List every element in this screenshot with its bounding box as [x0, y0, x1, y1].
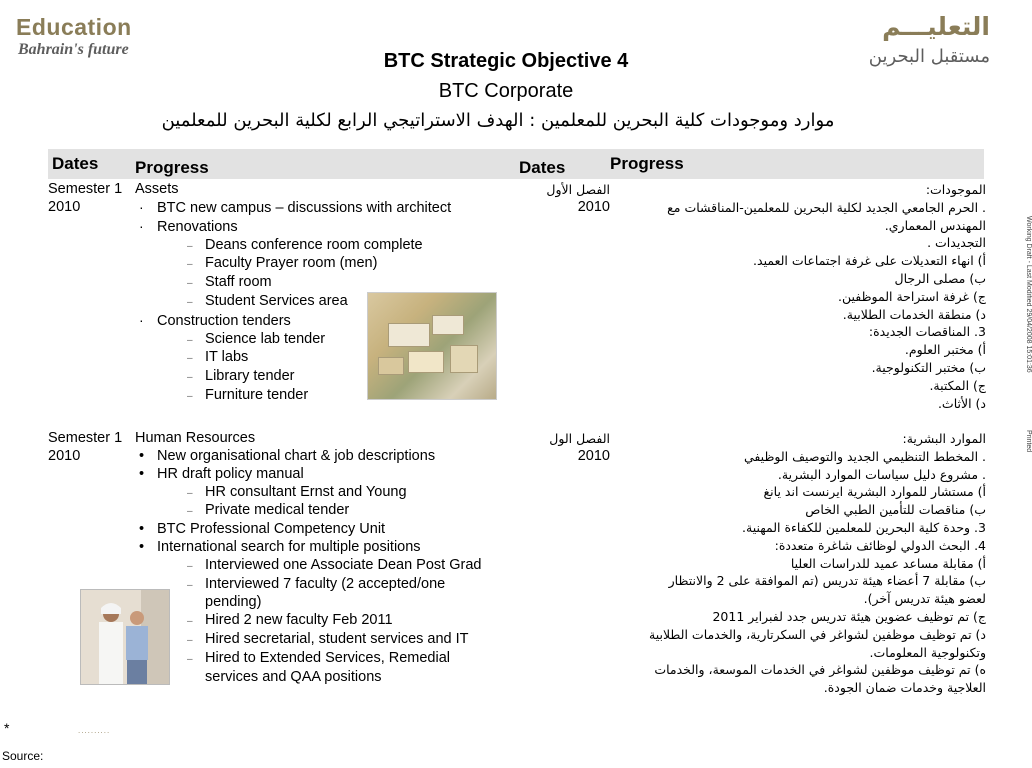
list-item-text: Hired to Extended Services, Remedial [205, 649, 451, 666]
list-item-text: HR draft policy manual [157, 465, 304, 482]
source-label: Source: [2, 749, 44, 763]
list-item-text: BTC Professional Competency Unit [157, 521, 386, 538]
list-item [135, 466, 481, 484]
section2-title: Human Resources [135, 430, 256, 446]
section1-arabic-list [620, 181, 986, 412]
list-item-text: Staff room [205, 274, 272, 291]
section2-date-line2: 2010 [48, 448, 81, 464]
arabic-education-logo-text: التعليـــم [882, 12, 990, 41]
dash-icon: – [187, 372, 193, 384]
list-item-text: IT labs [205, 349, 249, 366]
arabic-line: ج) غرفة استراحة الموظفين. [838, 288, 986, 304]
dates-header-left: Dates [52, 154, 99, 173]
section2-date-line1: Semester 1 [48, 430, 123, 446]
bahrains-future-logo-text: Bahrain's future [18, 41, 129, 58]
arabic-line: 4. البحث الدولي لوظائف شاغرة متعددة: [774, 537, 986, 553]
arabic-line: . الحرم الجامعي الجديد لكلية البحرين للمعلمين-المناقشات مع [667, 199, 986, 215]
arabic-title: موارد وموجودات كلية البحرين للمعلمين : الهدف الاستراتيجي الرابع لكلية البحرين للمعلمين [161, 110, 835, 131]
arabic-line: . مشروع دليل سياسات الموارد البشرية. [777, 466, 986, 482]
arabic-line: المهندس المعماري. [884, 217, 986, 233]
dash-icon: – [187, 240, 193, 252]
dash-icon: – [187, 634, 193, 646]
progress-header-left: Progress [135, 158, 209, 177]
section2-list [135, 448, 481, 686]
arabic-line: ب) مصلى الرجال [894, 270, 986, 286]
list-item-text: Renovations [157, 218, 238, 235]
list-item-text: Interviewed 7 faculty (2 accepted/one [205, 575, 446, 592]
list-item-text: HR consultant Ernst and Young [205, 483, 407, 500]
list-item [135, 631, 481, 650]
bullet-icon: • [139, 538, 145, 555]
bullet-icon: · [139, 199, 144, 215]
dash-icon: – [187, 560, 193, 572]
two-men-photo-image [80, 589, 170, 685]
list-item-text: Interviewed one Associate Dean Post Grad [205, 556, 482, 573]
dash-icon: – [187, 506, 193, 518]
list-item-text: Hired secretarial, student services and IT [205, 630, 469, 647]
list-item [135, 199, 451, 218]
bullet-icon: • [139, 465, 145, 482]
section1-date-line2: 2010 [48, 199, 81, 215]
arabic-line: د) تم توظيف موظفين لشواغر في السكرتارية، والخدمات الطلابية [649, 626, 986, 642]
arabic-line: التجديدات . [927, 235, 986, 251]
list-item-text: BTC new campus – discussions with architect [157, 200, 452, 216]
list-item-text: International search for multiple positions [157, 538, 421, 555]
arabic-line: ه) تم توظيف موظفين لشواغر في الخدمات الموسعة، والخدمات [654, 662, 986, 678]
arabic-line: ب) مقابلة 7 أعضاء هيئة تدريس (تم الموافقة على 2 والانتظار [668, 573, 986, 589]
list-item [135, 650, 481, 669]
list-item-text: Student Services area [205, 292, 348, 309]
dash-icon: – [187, 259, 193, 271]
list-item [135, 502, 481, 521]
section1-ar-date-line2: 2010 [577, 199, 610, 215]
list-item-text: pending) [205, 594, 262, 611]
list-item-text: Furniture tender [205, 386, 309, 403]
list-item-text: Library tender [205, 368, 295, 385]
arabic-line: وتكنولوجية المعلومات. [869, 644, 986, 660]
dates-header-right: Dates [519, 158, 566, 177]
printed-note: Printed [1025, 430, 1032, 453]
list-item [135, 539, 481, 557]
dash-icon: – [187, 390, 193, 402]
section1-title: Assets [135, 181, 179, 197]
arabic-line: أ) انهاء التعديلات على غرفة اجتماعات العميد. [753, 253, 986, 269]
arabic-bahrain-future-logo-text: مستقبل البحرين [868, 46, 990, 67]
dash-icon: – [187, 334, 193, 346]
arabic-line: أ) مقابلة مساعد عميد للدراسات العليا [790, 555, 986, 571]
dash-icon: – [187, 278, 193, 290]
arabic-line: . المخطط التنظيمي الجديد والتوصيف الوظيفي [743, 448, 986, 464]
dotted-separator: .......... [78, 726, 111, 735]
list-item-text: Deans conference room complete [205, 236, 423, 253]
campus-rendering-image [367, 292, 497, 400]
arabic-line: ج) المكتبة. [929, 377, 986, 393]
list-item [135, 218, 451, 237]
arabic-line: 3. المناقصات الجديدة: [868, 324, 986, 340]
working-draft-note: Working Draft - Last Modified 29/04/2008 15:01:36 [1025, 216, 1032, 373]
slide-subtitle: BTC Corporate [438, 80, 574, 102]
dash-icon: – [187, 653, 193, 665]
section1-date-line1: Semester 1 [48, 181, 123, 197]
arabic-line: أ) مستشار للموارد البشرية ايرنست اند يانغ [763, 484, 986, 500]
education-logo-text: Education [16, 14, 132, 40]
list-item-text: services and QAA positions [205, 668, 382, 685]
list-item [135, 612, 481, 631]
arabic-line: ب) مناقصات للتأمين الطبي الخاص [805, 502, 986, 518]
arabic-line: الموجودات: [925, 182, 986, 197]
arabic-line: الموارد البشرية: [902, 431, 986, 446]
arabic-line: ب) مختبر التكنولوجية. [871, 359, 986, 375]
list-item [135, 576, 481, 595]
arabic-line: د) الأثاث. [937, 395, 986, 411]
list-item-text: New organisational chart & job descriptions [157, 448, 436, 464]
dash-icon: – [187, 353, 193, 365]
arabic-line: 3. وحدة كلية البحرين للمعلمين للكفاءة المهنية. [742, 519, 986, 535]
list-item [135, 557, 481, 576]
arabic-line: العلاجية وخدمات ضمان الجودة. [823, 680, 986, 696]
bullet-icon: • [139, 521, 145, 538]
bullet-icon: • [139, 448, 145, 464]
section2-arabic-list [620, 430, 986, 697]
arabic-line: ج) تم توظيف عضوين هيئة تدريس جدد لفبراير 2011 [712, 608, 986, 624]
footnote-star: * [4, 720, 10, 736]
arabic-line: د) منطقة الخدمات الطلابية. [842, 306, 986, 322]
list-item-text: Private medical tender [205, 502, 350, 519]
list-item [135, 484, 481, 503]
arabic-line: لعضو هيئة تدريس آخر). [863, 591, 986, 607]
bullet-icon: · [139, 311, 144, 328]
list-item [135, 237, 451, 256]
list-item [135, 255, 451, 274]
list-item-text: Faculty Prayer room (men) [205, 255, 378, 272]
list-item [135, 274, 451, 293]
section2-ar-date-line2: 2010 [577, 448, 610, 464]
section1-ar-date-line1: الفصل الأول [546, 182, 610, 197]
dash-icon: – [187, 616, 193, 628]
section2-ar-date-line1: الفصل الول [549, 431, 610, 446]
list-item-text: Science lab tender [205, 330, 326, 347]
dash-icon: – [187, 487, 193, 499]
list-item-text: Hired 2 new faculty Feb 2011 [205, 612, 393, 629]
list-item [135, 594, 481, 612]
slide-title: BTC Strategic Objective 4 [383, 50, 629, 72]
dash-icon: – [187, 579, 193, 591]
list-item [135, 448, 481, 466]
bullet-icon: · [139, 217, 144, 234]
arabic-line: أ) مختبر العلوم. [904, 342, 986, 358]
list-item [135, 669, 481, 687]
list-item-text: Construction tenders [157, 312, 291, 329]
list-item [135, 521, 481, 539]
dash-icon: – [187, 296, 193, 308]
progress-header-right: Progress [610, 154, 684, 173]
